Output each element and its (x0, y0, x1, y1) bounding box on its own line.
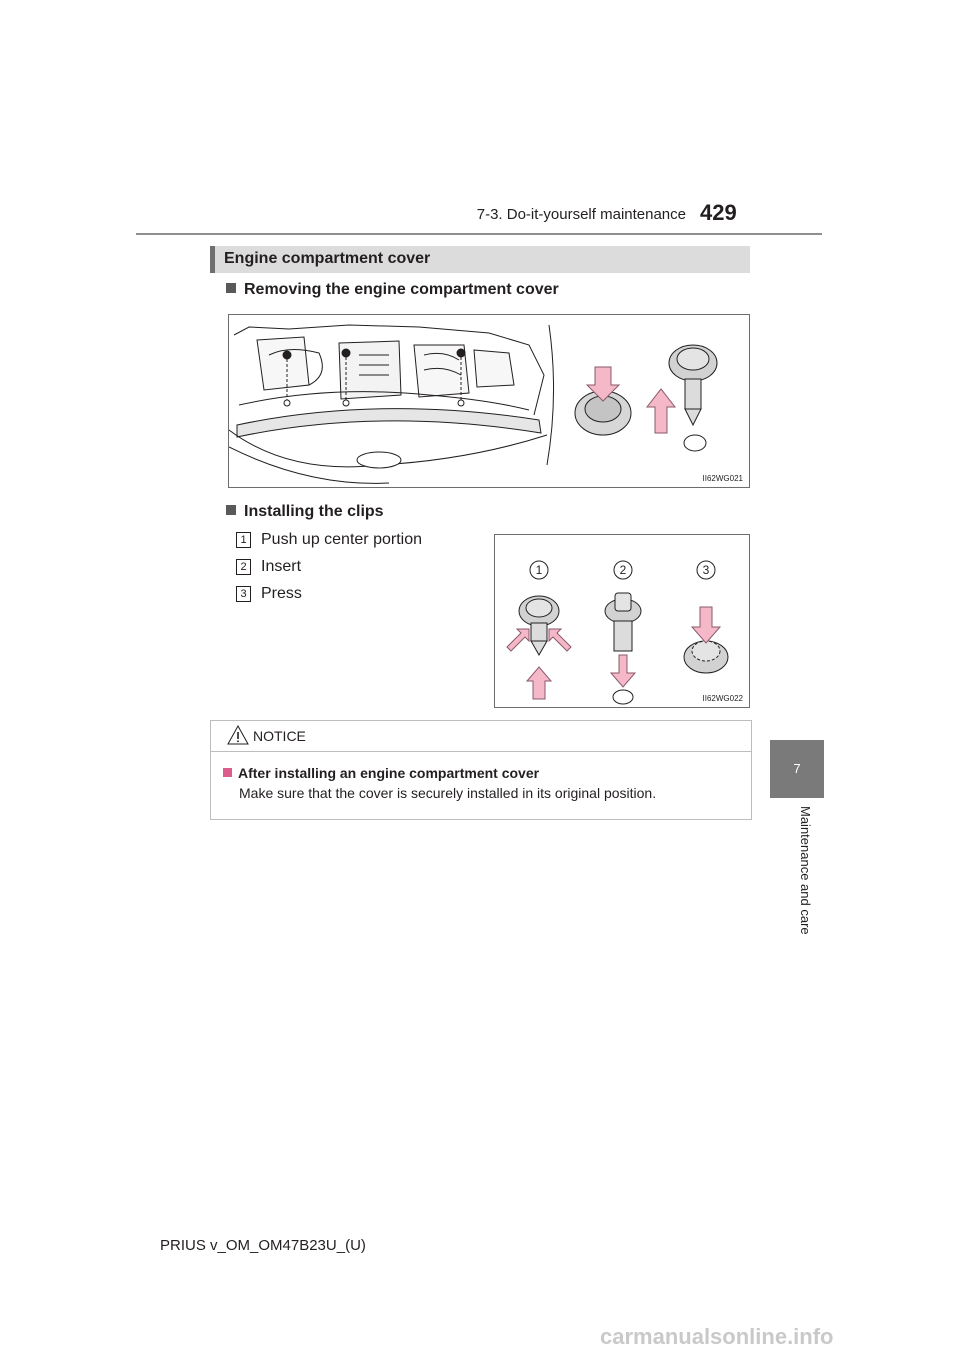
figure-code: II62WG022 (702, 694, 743, 703)
installing-clips-illustration (495, 535, 749, 707)
chapter-tab[interactable]: 7 (770, 740, 824, 798)
section-title-bar (210, 246, 750, 273)
engine-compartment-illustration (229, 315, 749, 487)
step-text: Insert (261, 558, 302, 575)
engine-compartment-figure (228, 314, 750, 488)
header-rule (136, 233, 822, 235)
watermark-text: carmanualsonline.info (600, 1324, 834, 1349)
section-bar-accent (210, 246, 215, 273)
notice-header (211, 721, 751, 752)
step-text: Push up center portion (261, 531, 422, 548)
step-number-badge: 3 (236, 586, 251, 602)
step-number-badge: 2 (236, 559, 251, 575)
footer-document-code: PRIUS v_OM_OM47B23U_(U) (160, 1237, 366, 1254)
removing-heading (226, 281, 559, 299)
section-title: Engine compartment cover (224, 250, 431, 267)
installing-heading-text: Installing the clips (244, 503, 384, 520)
installing-heading (226, 503, 384, 521)
notice-item-title-text: After installing an engine compartment cover (238, 765, 540, 781)
figure-step-label: 2 (619, 563, 627, 577)
notice-box (210, 720, 752, 820)
figure-step-label: 3 (702, 563, 710, 577)
chapter-tab-label: Maintenance and care (798, 806, 813, 935)
figure-code: II62WG021 (702, 474, 743, 483)
step-item (236, 531, 422, 549)
step-item (236, 558, 301, 576)
step-text: Press (261, 585, 302, 602)
warning-triangle-icon (227, 725, 249, 745)
notice-item-title (223, 765, 539, 781)
square-bullet-icon (226, 505, 236, 515)
notice-item-text: Make sure that the cover is securely installed in its original position. (239, 785, 657, 801)
removing-heading-text: Removing the engine compartment cover (244, 281, 559, 298)
square-bullet-icon (226, 283, 236, 293)
page-number: 429 (700, 200, 737, 225)
step-number-badge: 1 (236, 532, 251, 548)
installing-clips-figure (494, 534, 750, 708)
notice-title: NOTICE (253, 728, 306, 744)
header-section-title: 7-3. Do-it-yourself maintenance (476, 206, 686, 223)
figure-step-label: 1 (535, 563, 543, 577)
step-item (236, 585, 302, 603)
notice-bullet-icon (223, 768, 232, 777)
